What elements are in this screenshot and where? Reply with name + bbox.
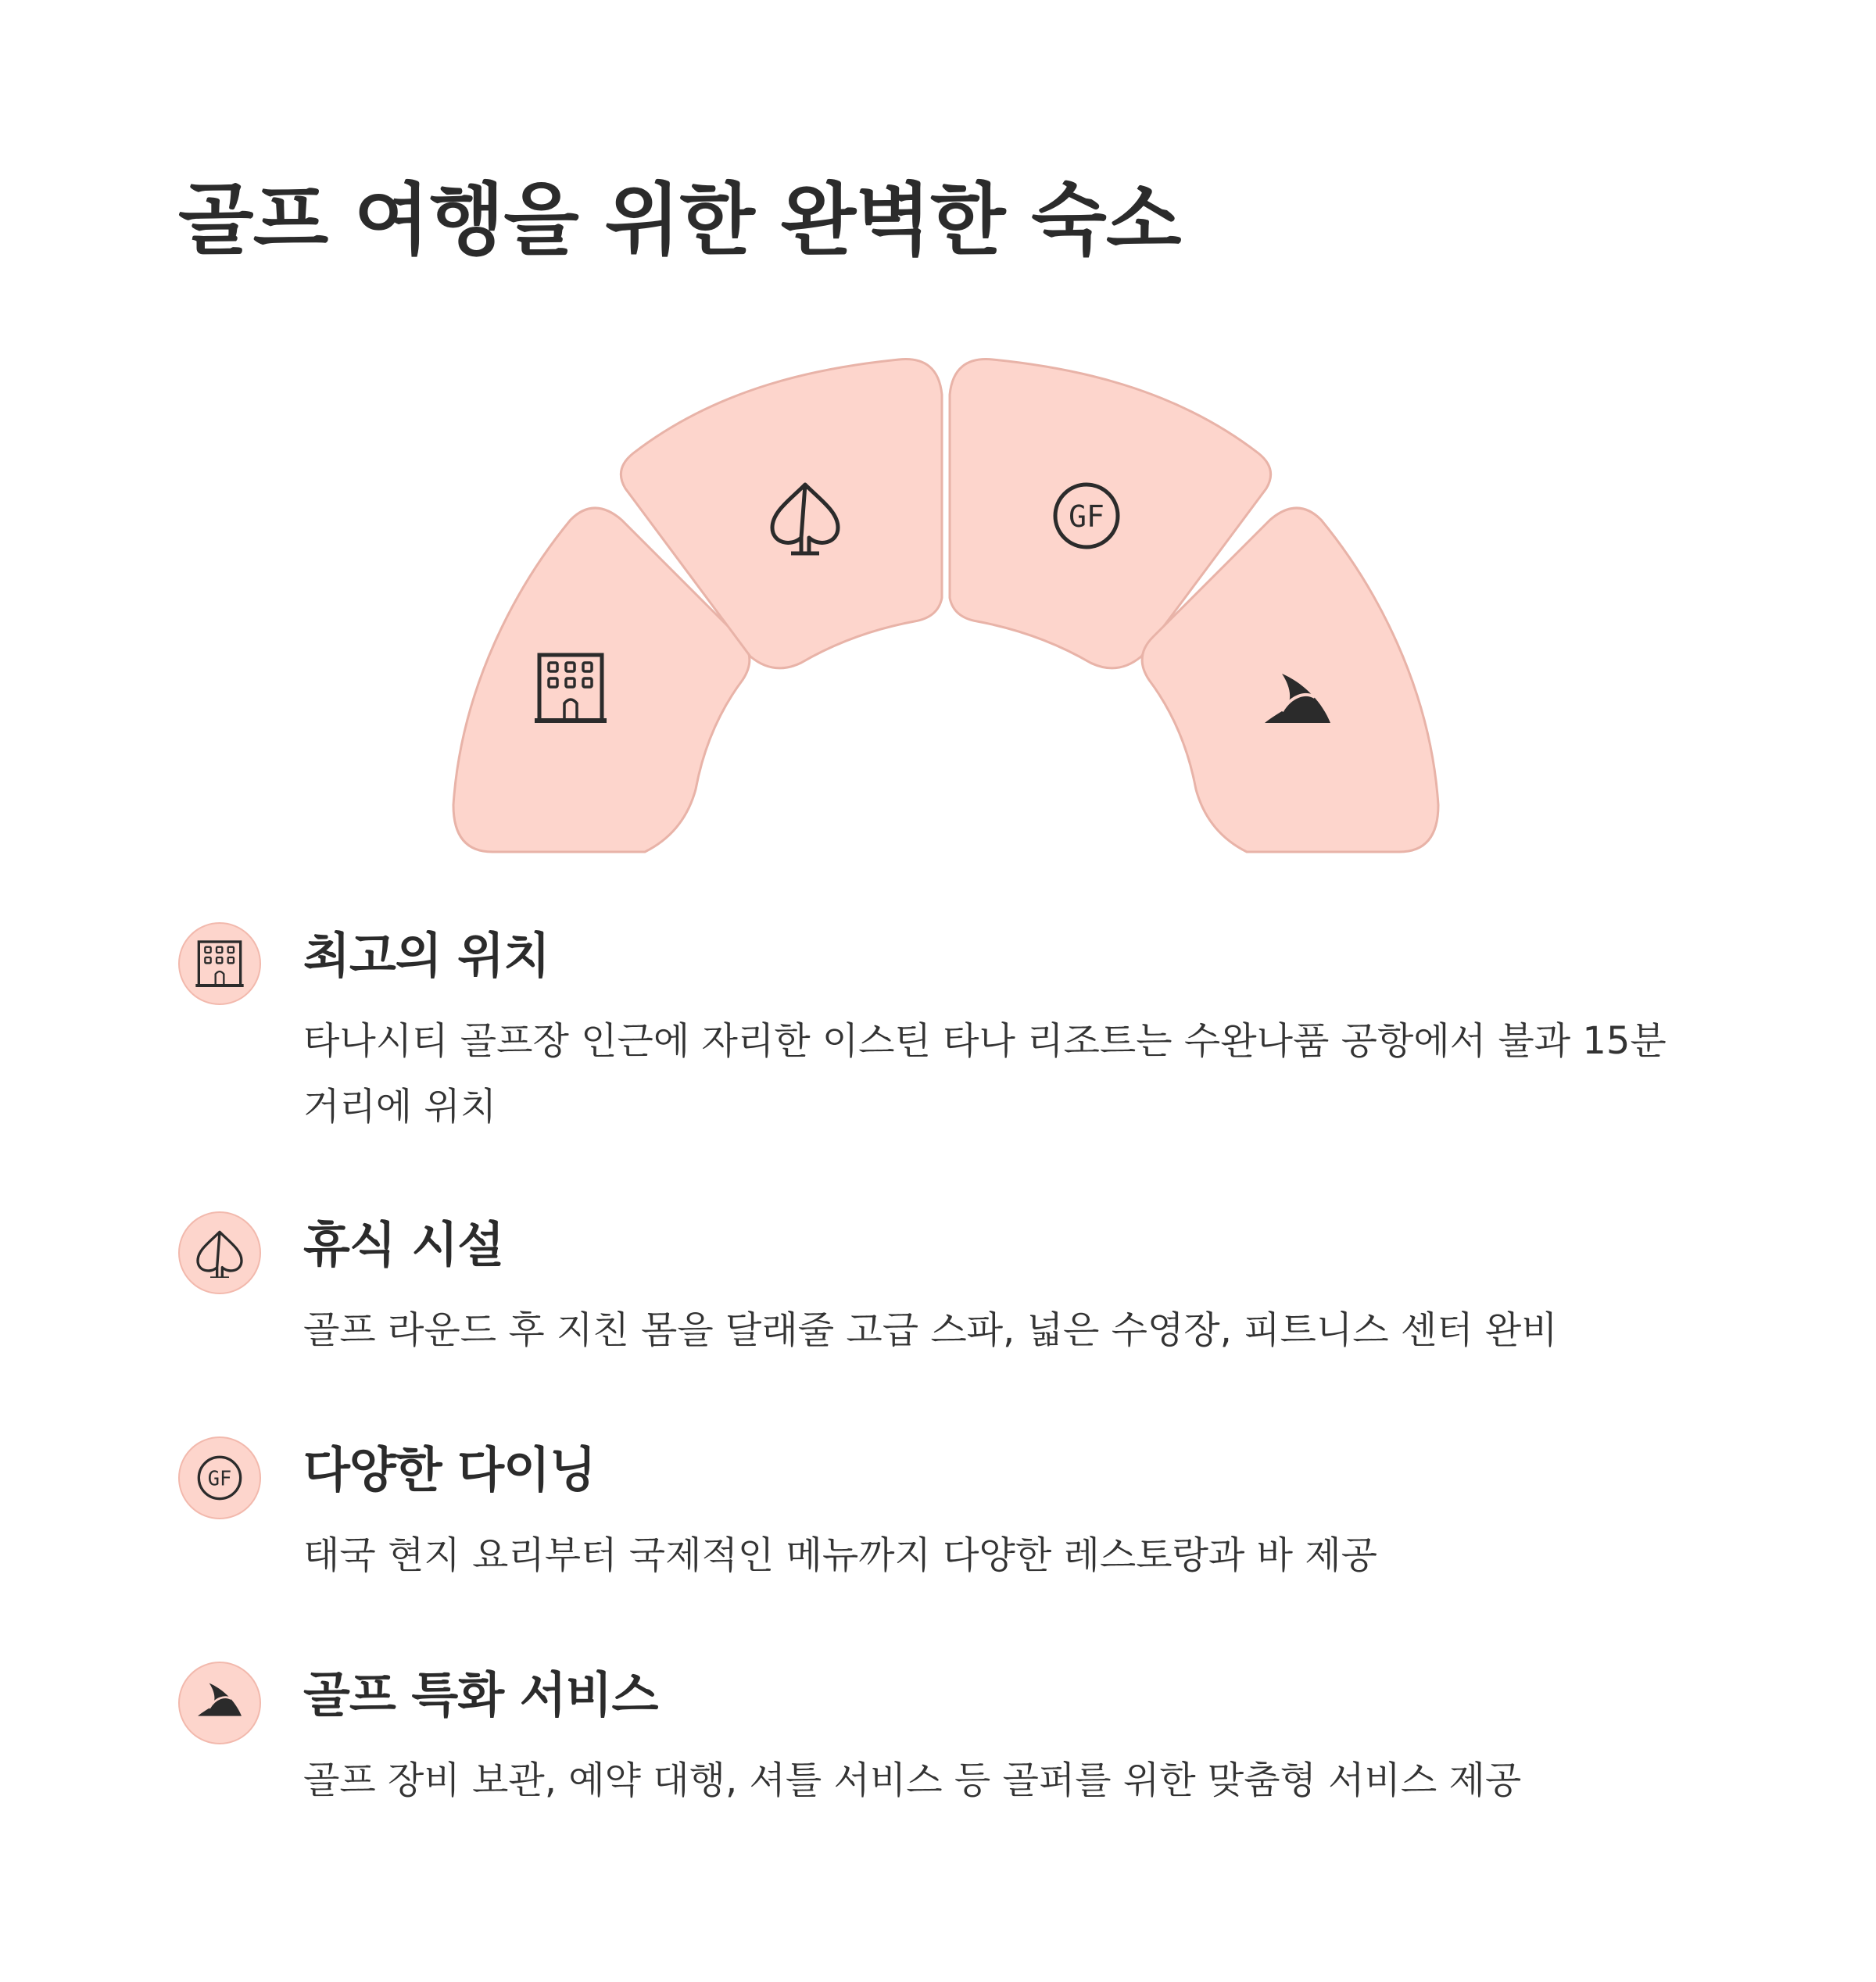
feature-description: 타나시티 골프장 인근에 자리한 이스틴 타나 리조트는 수완나품 공항에서 불과 15분 거리에 위치 — [303, 1019, 1667, 1129]
page-title: 골프 여행을 위한 완벽한 숙소 — [178, 174, 1181, 266]
feature-list — [178, 922, 1742, 1887]
feature-location — [178, 922, 1742, 1211]
feature-title: 다양한 다이닝 — [303, 1441, 596, 1498]
feature-description: 태국 현지 요리부터 국제적인 메뉴까지 다양한 레스토랑과 바 제공 — [303, 1533, 1378, 1577]
feature-description: 골프 장비 보관, 예약 대행, 셔틀 서비스 등 골퍼를 위한 맞춤형 서비스 제공 — [303, 1758, 1522, 1802]
feature-title: 골프 특화 서비스 — [303, 1666, 658, 1723]
svg-text:GF: GF — [207, 1466, 232, 1490]
svg-text:GF: GF — [1069, 499, 1104, 534]
feature-golf-service — [178, 1662, 1742, 1887]
feature-dining — [178, 1436, 1742, 1662]
feature-title: 최고의 위치 — [303, 927, 550, 984]
shark-fin-icon — [178, 1662, 261, 1744]
arc-diagram — [438, 352, 1454, 868]
spade-icon — [178, 1211, 261, 1294]
building-icon — [178, 922, 261, 1005]
feature-description: 골프 라운드 후 지친 몸을 달래줄 고급 스파, 넓은 수영장, 피트니스 센터 완비 — [303, 1308, 1558, 1352]
gf-badge-icon — [178, 1436, 261, 1519]
feature-title: 휴식 시설 — [303, 1216, 504, 1273]
feature-leisure — [178, 1211, 1742, 1436]
